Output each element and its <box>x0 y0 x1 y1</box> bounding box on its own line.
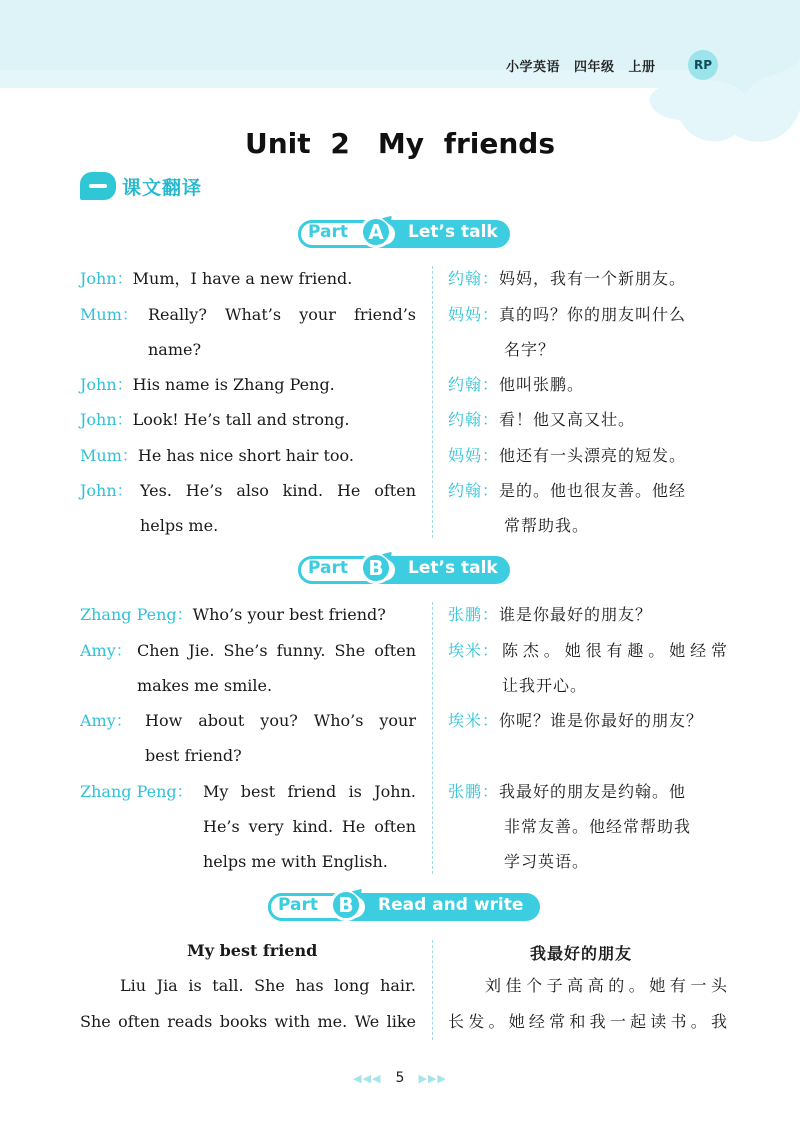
dialog-line-zh: 埃米： <box>448 641 500 660</box>
dialog-line: John：His name is Zhang Peng. <box>80 375 335 394</box>
part-label: Part <box>308 558 348 578</box>
dialog-line-cont: name? <box>148 340 202 359</box>
dialog-line-cont: best friend? <box>145 746 242 765</box>
page-number: 5 <box>395 1070 405 1086</box>
header-subject: 小学英语 <box>506 60 561 75</box>
part-letter: A <box>360 216 392 248</box>
dialog-line-zh: 张鹏：我最好的朋友是约翰。他 <box>448 782 687 801</box>
column-divider <box>432 940 433 1040</box>
column-divider <box>432 266 433 538</box>
page-footer <box>0 1070 800 1086</box>
dialog-line-zh: 妈妈：真的吗？你的朋友叫什么 <box>448 305 687 324</box>
dialog-line: Zhang Peng： <box>80 782 193 801</box>
dialog-line-zh-text: 陈杰。她很有趣。她经常 <box>502 641 728 660</box>
dialog-line-text: Yes. He’s also kind. He often <box>140 481 416 500</box>
dialog-line-zh-cont: 非常友善。他经常帮助我 <box>504 817 692 836</box>
dialog-line: Mum：He has nice short hair too. <box>80 446 354 465</box>
dialog-line-zh-cont: 学习英语。 <box>504 852 590 871</box>
part-name: Let’s talk <box>408 222 498 242</box>
dialog-line: Amy： <box>80 641 132 660</box>
part-b-talk-badge <box>298 552 510 586</box>
dialog-line-text: Really? What’s your friend’s <box>148 305 416 324</box>
part-name: Let’s talk <box>408 558 498 578</box>
part-letter: B <box>330 889 362 921</box>
section-label: 课文翻译 <box>122 177 203 199</box>
part-name: Read and write <box>378 895 524 915</box>
dialog-line: Mum： <box>80 305 138 324</box>
dialog-line: Amy： <box>80 711 132 730</box>
header-book-info <box>506 56 670 75</box>
reading-paragraph-en: She often reads books with me. We like <box>80 1012 416 1031</box>
reading-paragraph-en: Liu Jia is tall. She has long hair. <box>120 976 416 995</box>
reading-title-en: My best friend <box>187 941 318 960</box>
dialog-line-zh: 埃米：你呢？谁是你最好的朋友？ <box>448 711 704 730</box>
dialog-line-cont: makes me smile. <box>137 676 273 695</box>
section-number-icon <box>80 172 116 200</box>
dialog-line-zh-cont: 让我开心。 <box>502 676 588 695</box>
edition-badge: RP <box>688 50 718 80</box>
dialog-line-cont: helps me. <box>140 516 219 535</box>
reading-paragraph-zh: 长发。她经常和我一起读书。我 <box>448 1012 728 1031</box>
dialog-line-zh: 约翰：他叫张鹏。 <box>448 375 585 394</box>
dialog-line-text: Chen Jie. She’s funny. She often <box>137 641 416 660</box>
dialog-line: Zhang Peng：Who’s your best friend? <box>80 605 386 624</box>
dialog-line-zh: 张鹏：谁是你最好的朋友？ <box>448 605 653 624</box>
dialog-line-cont: helps me with English. <box>203 852 388 871</box>
dialog-line-zh: 约翰：看！他又高又壮。 <box>448 410 636 429</box>
part-label: Part <box>308 222 348 242</box>
part-a-talk-badge <box>298 216 510 250</box>
right-arrows-icon: ▶▶▶ <box>418 1072 447 1085</box>
dialog-line: John：Mum，I have a new friend. <box>80 269 353 288</box>
dialog-line-zh: 妈妈：他还有一头漂亮的短发。 <box>448 446 687 465</box>
dialog-line-text: How about you? Who’s your <box>145 711 416 730</box>
reading-title-zh: 我最好的朋友 <box>530 944 633 963</box>
dialog-line-zh: 约翰：妈妈，我有一个新朋友。 <box>448 269 687 288</box>
dialog-line-zh-cont: 常帮助我。 <box>504 516 590 535</box>
page-title: Unit 2 My friends <box>245 127 555 160</box>
dialog-line-zh-cont: 名字？ <box>504 340 556 359</box>
dialog-line-cont: He’s very kind. He often <box>203 817 416 836</box>
left-arrows-icon: ◀◀◀ <box>353 1072 382 1085</box>
part-letter: B <box>360 552 392 584</box>
dialog-line-zh: 约翰：是的。他也很友善。他经 <box>448 481 687 500</box>
column-divider <box>432 602 433 874</box>
dialog-line: John：Look! He’s tall and strong. <box>80 410 350 429</box>
dialog-line: John： <box>80 481 133 500</box>
part-b-read-badge <box>268 889 540 923</box>
header-grade: 四年级 <box>574 60 615 75</box>
reading-paragraph-zh: 刘佳个子高高的。她有一头 <box>485 976 728 995</box>
dialog-line-text: My best friend is John. <box>203 782 416 801</box>
header-term: 上册 <box>628 60 656 75</box>
part-label: Part <box>278 895 318 915</box>
